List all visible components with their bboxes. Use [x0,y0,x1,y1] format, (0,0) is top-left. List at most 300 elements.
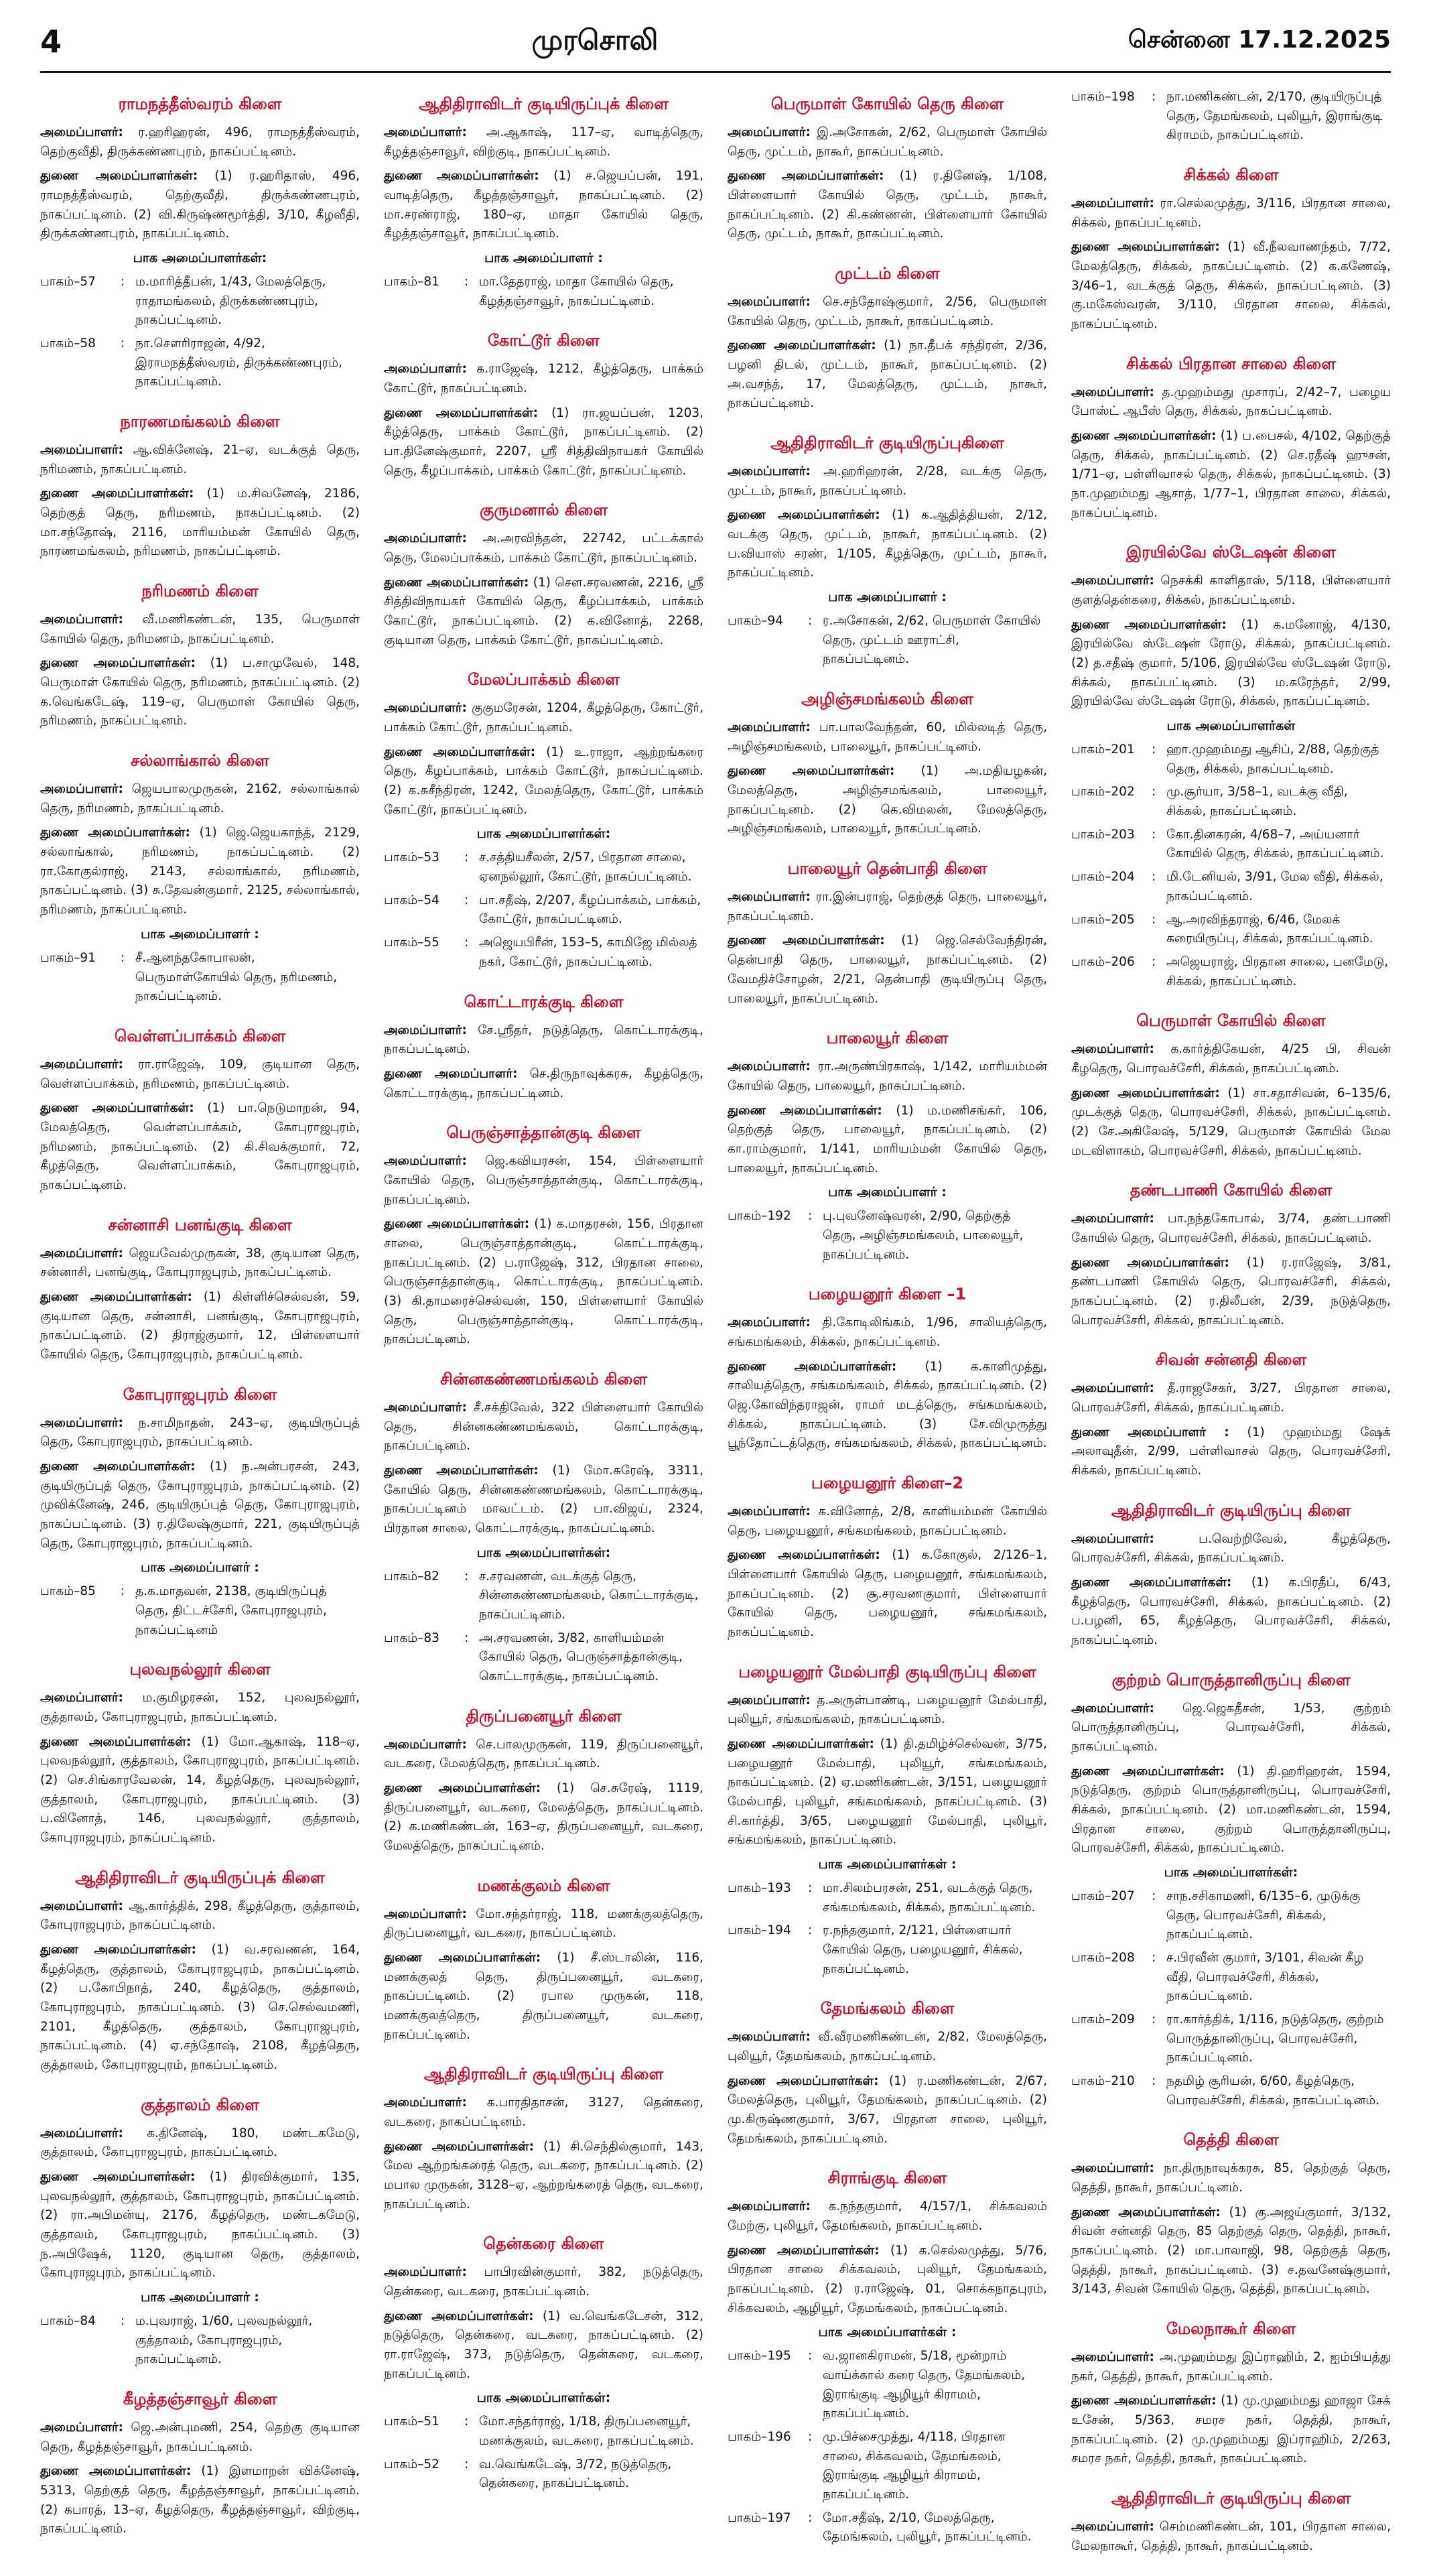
booth-row [384,848,703,887]
deputy-entry [40,2168,360,2283]
branch-title: தென்கரை கிளை [483,2234,604,2254]
deputy-label: துணை அமைப்பாளர்: [384,1066,518,1081]
secretary-label: அமைப்பாளர்: [1071,1381,1154,1396]
branch-title: கொட்டாரக்குடி கிளை [464,992,624,1011]
booth-separator: : [1152,785,1156,799]
deputy-label: துணை அமைப்பாளர்கள்: [1071,1086,1220,1100]
booth-separator: : [1152,2074,1156,2089]
secretary-entry [384,2094,703,2132]
booth-separator: : [464,2457,469,2471]
booth-number: பாகம்–53 [384,850,439,865]
booth-number: பாகம்–203 [1071,827,1135,842]
booth-person: ர.நந்தகுமார், 2/121, பிள்ளையார் கோயில் தெரு, பழையனூர், சிக்கல், நாகப்பட்டினம். [823,1923,1023,1976]
deputy-entry [40,1733,360,1848]
secretary-label: அமைப்பாளர்: [1071,574,1154,588]
deputy-label: துணை அமைப்பாளர்கள்: [40,169,198,184]
secretary-label: அமைப்பாளர்: [384,1737,467,1752]
deputy-label: துணை அமைப்பாளர்கள்: [384,2139,535,2154]
branch-section [40,1216,360,1365]
branch-title: தெத்தி கிளை [1183,2130,1279,2150]
deputy-entry [728,762,1047,839]
branch-section [1071,355,1391,523]
deputy-entry [40,824,360,919]
deputy-details: (1) ஜெ.செல்வேந்திரன், தென்பாதி தெரு, பாலையூர், நாகப்பட்டினம். (2) வேமதிச்சோழன், 2/21, தென்பாதி குடியிருப்பு தெரு, பாலையூர், நாகப்பட்டினம். [728,933,1048,1006]
deputy-details: (1) வீ.நீலவாணந்தம், 7/72, மேலத்தெரு, சிக்கல், நாகப்பட்டினம். (2) க.கணேஷ், 3/46–1, வடக்குத் தெரு, சிக்கல், நாகப்பட்டினம். (3) கு.மகேஸ்வரன், 3/110, பிரதான சாலை, சிக்கல், நாகப்பட்டினம். [1071,240,1391,332]
booth-number: பாகம்–194 [728,1923,791,1938]
secretary-entry [40,1897,360,1935]
secretary-label: அமைப்பாளர்: [384,362,467,377]
secretary-details: க.பாரதிதாசன், 3127, தென்கரை, வடகரை, நாகப்பட்டினம். [384,2096,704,2130]
secretary-entry [40,2419,360,2457]
booth-row [1071,783,1391,821]
secretary-entry [728,1502,1047,1541]
deputy-label: துணை அமைப்பாளர்கள்: [728,338,876,353]
branch-title: அழிஞ்சமங்கலம் கிளை [801,690,973,709]
secretary-entry [384,1021,703,1059]
branch-section [40,1385,360,1640]
branch-section [728,1663,1047,1980]
booth-separator: : [121,950,125,965]
deputy-label: துணை அமைப்பாளர்கள்: [40,1101,194,1116]
deputy-label: துணை அமைப்பாளர்கள்: [40,1459,196,1474]
secretary-label: அமைப்பாளர்: [384,1023,467,1037]
column-3 [728,88,1047,2576]
booth-number: பாகம்–197 [728,2510,791,2525]
secretary-details: த.அருள்பாண்டி, பழையனூர் மேல்பாதி, புலியூர், சங்கமங்கலம், நாகப்பட்டினம். [728,1693,1047,1727]
secretary-label: அமைப்பாளர்: [384,701,467,716]
secretary-entry [728,123,1047,162]
deputy-details: (1) சா.சதாசிவன், 6–135/6, முடக்குத் தெரு, பொரவச்சேரி, சிக்கல், நாகப்பட்டினம். (2) சே.அகிலேஷ், 5/129, பெருமாள் கோயில் மேல மடவிளாகம், பொரவச்சேரி, சிக்கல், நாகப்பட்டினம். [1071,1086,1391,1158]
secretary-label: அமைப்பாளர்: [728,890,811,905]
secretary-entry [40,780,360,818]
booth-row [1071,911,1391,949]
secretary-details: ஜெயபாலமுருகன், 2162, சல்லாங்கால் தெரு, நரிமணம், நாகப்பட்டினம். [40,782,360,816]
booth-separator: : [1152,90,1156,104]
booth-heading: பாக அமைப்பாளர்கள் : [818,2325,957,2340]
deputy-label: துணை அமைப்பாளர்கள்: [384,745,536,759]
secretary-entry [40,123,360,162]
secretary-label: அமைப்பாளர்: [384,2265,467,2280]
secretary-details: செ.பாலமுருகன், 119, திருப்பனையூர், வடகரை, மேலத்தெரு, நாகப்பட்டினம். [384,1737,703,1771]
branch-title: குற்றம் பொருத்தானிருப்பு கிளை [1111,1670,1351,1689]
deputy-entry [728,1546,1047,1642]
branch-section [728,2169,1047,2547]
secretary-label: அமைப்பாளர்: [384,125,467,139]
secretary-label: அமைப்பாளர்: [40,1057,123,1072]
deputy-details: (1) ர.ஹரிதாஸ், 496, ராமநத்தீஸ்வரம், தெற்குவீதி, திருக்கண்ணபுரம், நாகப்பட்டினம். (2) வி.கிருஷ்ணமூர்த்தி, 3/10, கீழவீதி, திருக்கண்ணபுரம், நாகப்பட்டினம். [40,169,360,241]
booth-person: ம.புவராஜ், 1/60, புலவநல்லூர், குத்தாலம், கோபுராஜபுரம், நாகப்பட்டினம். [135,2314,313,2367]
branch-section [384,501,703,650]
booth-heading: பாக அமைப்பாளர்கள் : [818,1857,957,1872]
deputy-label: துணை அமைப்பாளர்கள்: [40,1943,196,1957]
deputy-details: (1) ர.ராஜேஷ், 3/81, தண்டபாணி கோயில் தெரு, பொரவச்சேரி, சிக்கல், நாகப்பட்டினம். (2) ர.திலீபன், 2/39, நடுத்தெரு, பொரவச்சேரி, சிக்கல், நாகப்பட்டினம். [1071,1255,1391,1328]
deputy-details: (1) கிள்ளிச்செல்வன், 59, குடியான தெரு, சன்னாசி, பனங்குடி, கோபுராஜபுரம், நாகப்பட்டினம். (2) திராஜ்குமார், 12, பிள்ளையார் கோயில் தெரு, கோபுராஜபுரம், நாகப்பட்டினம். [40,1289,360,1362]
deputy-entry [728,1358,1047,1454]
booth-row [1071,1949,1391,2006]
booth-number: பாகம்–57 [40,275,96,289]
booth-heading: பாக அமைப்பாளர் : [141,2290,259,2305]
deputy-label: துணை அமைப்பாளர்கள்: [1071,2205,1221,2219]
booth-separator: : [1152,743,1156,757]
deputy-details: (1) க.செல்லமுத்து, 5/76, பிரதான சாலை சிக்கவலம், புலியூர், தேமங்கலம், நாகப்பட்டினம். (2) ர.ராஜேஷ், 01, சொக்கநாதபுரம், சிக்கவலம், ஆழியூர், தேமங்கலம், நாகப்பட்டினம். [728,2243,1047,2315]
branch-title: மணக்குலம் கிளை [477,1876,610,1895]
secretary-label: அமைப்பாளர்: [728,1059,811,1074]
deputy-label: துணை அமைப்பாளர்கள்: [728,508,880,523]
deputy-label: துணை அமைப்பாளர்கள்: [728,2243,880,2258]
booth-heading: பாக அமைப்பாளர் : [141,926,259,942]
booth-heading: பாக அமைப்பாளர்கள்: [476,1545,611,1560]
booth-number: பாகம்–51 [384,2414,439,2429]
deputy-entry [384,743,703,820]
booth-person: வ.ஜானகிராமன், 5/18, மூன்றாம் வாய்க்கால் கரை தெரு, தேமங்கலம், இராங்குடி ஆழியூர் கிராமம், நாகப்பட்டினம். [823,2349,1026,2421]
booth-separator: : [121,2314,125,2329]
deputy-label: துணை அமைப்பாளர்கள்: [728,1548,880,1563]
secretary-label: அமைப்பாளர்: [384,1907,467,1921]
branch-title: பழையனூர் கிளை –1 [808,1285,967,1304]
booth-number: பாகம்–209 [1071,2012,1135,2027]
deputy-label: துணை அமைப்பாளர்கள்: [40,1734,192,1749]
booth-number: பாகம்–91 [40,950,96,965]
branch-title: ஆதிதிராவிடர் குடியிருப்புக் கிளை [419,94,669,113]
secretary-details: வீ.வீரமணிகண்டன், 2/82, மேலத்தெரு, புலியூர், தேமங்கலம், நாகப்பட்டினம். [728,2030,1047,2064]
secretary-label: அமைப்பாளர்: [1071,2520,1154,2534]
secretary-entry [1071,1040,1391,1078]
booth-separator: : [808,1881,813,1895]
deputy-details: (1) ர.மணிகண்டன், 2/67, மேலத்தெரு, புலியூர், தேமங்கலம், நாகப்பட்டினம். (2) மு.கிருஷ்ணகுமார், 3/67, பிரதான சாலை, புலியூர், தேமங்கலம், நாகப்பட்டினம். [728,2073,1048,2146]
secretary-entry [728,888,1047,926]
deputy-details: (1) இளமாறன் விக்னேஷ், 5313, தெற்குத் தெரு, கீழத்தஞ்சாவூர், நாகப்பட்டினம். (2) கபாரத், 13–ஏ, கீழத்தெரு, கீழத்தஞ்சாவூர், விற்குடி, நாகப்பட்டினம். [40,2464,360,2536]
booth-heading: பாக அமைப்பாளர்கள்: [476,826,611,842]
deputy-label: துணை அமைப்பாளர்கள்: [40,2464,192,2479]
deputy-entry [1071,1423,1391,1481]
article-columns [40,73,1391,2576]
deputy-entry [384,2138,703,2215]
secretary-label: அமைப்பாளர்: [728,1315,811,1330]
booth-row [1071,740,1391,779]
branch-section [1071,1181,1391,1330]
booth-heading: பாக அமைப்பாளர்கள் [1166,718,1296,734]
branch-section [40,412,360,562]
secretary-details: ஆ.கார்த்திக், 298, கீழத்தெரு, குத்தாலம், கோபுராஜபுரம், நாகப்பட்டினம். [40,1898,360,1933]
deputy-entry [40,1458,360,1553]
branch-title: ராமநத்தீஸ்வரம் கிளை [118,94,282,113]
branch-title: சின்னகண்ணமங்கலம் கிளை [439,1369,648,1389]
booth-separator: : [464,275,469,289]
booth-person: கோ.தினகரன், 4/68–7, அய்யனார் கோயில் தெரு, சிக்கல், நாகப்பட்டினம். [1166,827,1384,861]
deputy-entry [384,1462,703,1539]
deputy-details: (1) ந.அன்பரசன், 243, குடியிருப்புத் தெரு, கோபுராஜபுரம், நாகப்பட்டினம். (2) முவிக்னேஷ், 246, குடியிருப்புத் தெரு, கோபுராஜபுரம், நாகப்பட்டினம். (3) ர.திலேஷ்குமார், 221, குடியிருப்புத் தெரு, கோபுராஜபுரம், நாகப்பட்டினம். [40,1459,360,1551]
branch-title: நரிமணம் கிளை [141,582,259,601]
deputy-details: (1) பா.நெடுமாறன், 94, மேலத்தெரு, வெள்ளப்பாக்கம், கோபுராஜபுரம், நரிமணம், நாகப்பட்டினம். (2) கி.சிவக்குமார், 72, கீழத்தெரு, வெள்ளப்பாக்கம், கோபுராஜபுரம், நாகப்பட்டினம். [40,1101,360,1192]
deputy-label: துணை அமைப்பாளர்கள்: [1071,2394,1217,2408]
deputy-entry [40,1941,360,2075]
booth-heading: பாக அமைப்பாளர் : [484,251,603,266]
booth-person: சாந.சசிகாமணி, 6/135–6, முடுக்கு தெரு, பொரவச்சேரி, சிக்கல், நாகப்பட்டினம். [1166,1889,1361,1942]
secretary-entry [40,1414,360,1452]
booth-separator: : [464,893,469,907]
deputy-label: துணை அமைப்பாளர்கள்: [384,1951,541,1966]
booth-separator: : [808,614,813,629]
secretary-entry [384,529,703,568]
deputy-label: துணை அமைப்பாளர்கள்: [40,1289,192,1304]
secretary-entry [728,1313,1047,1352]
secretary-entry [728,293,1047,331]
deputy-details: (1) தி.ஹரிஹரன், 1594, நடுத்தெரு, குற்றம் பொருத்தானிருப்பு, பொரவச்சேரி, சிக்கல், நாகப்பட்டினம். (2) மா.மணிகண்டன், 1594, பிரதான சாலை, குற்றம் பொருத்தானிருப்பு, பொரவச்சேரி, சிக்கல், நாகப்பட்டினம். [1071,1764,1391,1856]
deputy-details: (1) ம.மணிசங்கர், 106, தெற்குத் தெரு, பாலையூர், நாகப்பட்டினம். (2) கா.ராம்குமார், 1/141, மாரியம்மன் கோயில் தெரு, பாலையூர், நாகப்பட்டினம். [728,1103,1048,1175]
branch-title: தேமங்கலம் கிளை [820,1999,955,2018]
branch-title: சிராங்குடி கிளை [827,2169,947,2188]
booth-separator: : [1152,827,1156,842]
branch-title: இரயில்வே ஸ்டேஷன் கிளை [1126,543,1337,562]
booth-row [40,334,360,392]
branch-section [40,2096,360,2370]
secretary-details: சீ.சக்திவேல், 322 பிள்ளையார் கோயில் தெரு, சின்னகண்ணமங்கலம், கொட்டாரக்குடி, நாகப்பட்டினம். [384,1400,704,1454]
booth-person: ஆ.அரவிந்தராஜ், 6/46, மேலக் கரையிருப்பு, சிக்கல், நாகப்பட்டினம். [1166,912,1373,946]
booth-separator: : [808,2349,813,2364]
deputy-details: (1) கு.அஜய்குமார், 3/132, சிவன் சன்னதி தெரு, 85 தெற்குத் தெரு, தெத்தி, நாகூர், நாகப்பட்டினம். (2) மா.பாலாஜி, 98, தெற்குத் தெரு, தெத்தி, நாகூர், நாகப்பட்டினம். (3) ச.தவனேஷ்குமார், 3/143, சிவன் கோயில் தெரு, தெத்தி, நாகப்பட்டினம். [1071,2205,1391,2297]
booth-row [40,1582,360,1640]
booth-row [384,891,703,929]
deputy-details: (1) வ.வெங்கடேசன், 312, நடுத்தெரு, தென்கரை, வடகரை, நாகப்பட்டினம். (2) ரா.ராஜேஷ், 373, நடுத்தெரு, தென்கரை, வடகரை, நாகப்பட்டினம். [384,2309,704,2381]
secretary-entry [728,1691,1047,1730]
booth-person: ச.சரவணன், வடக்குத் தெரு, சின்னகண்ணமங்கலம், கொட்டாரக்குடி, நாகப்பட்டினம். [479,1569,699,1622]
secretary-label: அமைப்பாளர்: [384,1154,467,1169]
secretary-entry [728,2028,1047,2066]
deputy-entry [1071,1573,1391,1651]
deputy-entry [728,2242,1047,2319]
secretary-entry [384,699,703,737]
secretary-label: அமைப்பாளர்: [1071,1212,1154,1226]
branch-title: ஆதிதிராவிடர் குடியிருப்பு கிளை [1111,1500,1351,1520]
secretary-label: அமைப்பாளர்: [728,1504,811,1519]
deputy-entry [728,336,1047,413]
branch-section [728,264,1047,413]
secretary-details: பா.நந்தகோபால், 3/74, தண்டபாணி கோயில் தெரு, பொரவச்சேரி, சிக்கல், நாகப்பட்டினம். [1071,1212,1391,1245]
secretary-details: ரா.அருண்பிரகாஷ், 1/142, மாரியம்மன் கோயில் தெரு, பாலையூர், நாகப்பட்டினம். [728,1059,1047,1093]
booth-number: பாகம்–196 [728,2430,791,2445]
secretary-entry [384,123,703,162]
branch-section [40,582,360,731]
booth-separator: : [808,1209,813,1224]
booth-number: பாகம்–192 [728,1209,791,1224]
booth-number: பாகம்–54 [384,893,439,907]
branch-section [384,1123,703,1350]
booth-row [384,1567,703,1625]
secretary-details: த.முஹம்மது முசாரப், 2/42–7, பழைய போஸ்ட் ஆபீஸ் தெரு, சிக்கல், நாகப்பட்டினம். [1071,385,1391,419]
booth-person: மா.சிலம்பரசன், 251, வடக்குத் தெரு, சங்கமங்கலம், சிக்கல், நாகப்பட்டினம். [823,1881,1036,1915]
secretary-entry [40,441,360,479]
branch-section [728,859,1047,1009]
secretary-entry [384,1736,703,1774]
booth-person: ச.பிரவீன் குமார், 3/101, சிவன் கீழ வீதி, பொரவச்சேரி, சிக்கல், நாகப்பட்டினம். [1166,1951,1364,2004]
branch-section [384,2065,703,2214]
secretary-details: ர.ஹரிஹரன், 496, ராமநத்தீஸ்வரம், தெற்குவீதி, திருக்கண்ணபுரம், நாகப்பட்டினம். [40,125,360,159]
booth-number: பாகம்–81 [384,275,439,289]
branch-title: தண்டபாணி கோயில் கிளை [1130,1181,1333,1200]
branch-title: பழையனூர் மேல்பாதி குடியிருப்பு கிளை [738,1662,1036,1681]
deputy-details: (1) க.மனோஜ், 4/130, இரயில்வே ஸ்டேஷன் ரோடு, சிக்கல், நாகப்பட்டினம். (2) த.சதீஷ் குமார், 5/106, இரயில்வே ஸ்டேஷன் ரோடு, சிக்கல், நாகப்பட்டினம். (3) ம.சுரேந்தர், 2/99, இரயில்வே ஸ்டேஷன் ரோடு, சிக்கல், நாகப்பட்டினம். [1071,617,1391,709]
secretary-details: குகுமரேசன், 1204, கீழத்தெரு, கோட்டூர், பாக்கம் கோட்டூர், நாகப்பட்டினம். [384,701,703,735]
booth-number: பாகம்–204 [1071,870,1135,885]
branch-title: ஆதிதிராவிடர் குடியிருப்பு கிளை [423,2065,664,2084]
secretary-entry [40,1055,360,1094]
booth-row [1071,2010,1391,2068]
branch-title: திருப்பனையூர் கிளை [466,1706,622,1726]
secretary-details: ஜெயவேல்முருகன், 38, குடியான தெரு, சன்னாசி, பனங்குடி, கோபுராஜபுரம், நாகப்பட்டினம். [40,1246,360,1280]
booth-person: நதமிழ் சூரியன், 6/60, கீழத்தெரு, பொரவச்சேரி, சிக்கல், நாகப்பட்டினம். [1166,2074,1380,2108]
secretary-details: செம்மணிகண்டன், 101, பிரதான சாலை, மேலநாகூர், தெத்தி, நாகூர், நாகப்பட்டினம். [1071,2520,1391,2553]
secretary-details: இ.அசோகன், 2/62, பெருமாள் கோயில் தெரு, முட்டம், நாகூர், நாகப்பட்டினம். [728,125,1047,159]
secretary-details: மோ.சந்தர்ராஜ், 118, மணக்குலத்தெரு, திருப்பனையூர், வடகரை, நாகப்பட்டினம். [384,1907,703,1941]
booth-row [384,1629,703,1687]
secretary-details: ஜெ.கவியரசன், 154, பிள்ளையார் கோயில் தெரு, பெருஞ்சாத்தான்குடி, கொட்டாரக்குடி, நாகப்பட்டினம். [384,1154,703,1207]
secretary-label: அமைப்பாளர்: [1071,1701,1154,1716]
secretary-entry [40,610,360,649]
booth-heading: பாக அமைப்பாளர் : [141,1560,259,1575]
deputy-entry [40,1099,360,1195]
secretary-entry [40,1689,360,1727]
secretary-entry [1071,2518,1391,2556]
deputy-label: துணை அமைப்பாளர்கள்: [728,2073,879,2088]
booth-separator: : [1152,870,1156,885]
column-1 [40,88,360,2576]
booth-person: அஜெயபிரீன், 153–5, காமிஜே மில்லத் நகர், கோட்டூர், நாகப்பட்டினம். [479,936,697,969]
deputy-entry [728,167,1047,244]
branch-section [1071,2319,1391,2469]
deputy-entry [40,1288,360,1365]
branch-section [40,1868,360,2075]
deputy-entry [40,485,360,562]
deputy-entry [1071,1084,1391,1161]
secretary-label: அமைப்பாளர்: [728,1693,811,1708]
secretary-label: அமைப்பாளர்: [384,2096,467,2110]
secretary-entry [1071,2159,1391,2197]
secretary-entry [728,1057,1047,1096]
branch-section [40,2390,360,2539]
deputy-entry [384,1779,703,1856]
booth-separator: : [464,936,469,950]
branch-section [384,1876,703,2045]
branch-title: குருமனால் கிளை [480,501,608,520]
deputy-details: (1) சீ.ஸ்டாலின், 116, மணக்குலத் தெரு, திருப்பனையூர், வடகரை, நாகப்பட்டினம். (2) ரபால முருகன், 118, மணக்குலத்தெரு, திருப்பனையூர், வடகரை, நாகப்பட்டினம். [384,1951,703,2042]
secretary-details: ஜெ.அன்புமணி, 254, தெற்கு குடியான தெரு, கீழத்தஞ்சாவூர், நாகப்பட்டினம். [40,2421,360,2454]
branch-title: கோட்டூர் கிளை [487,331,600,350]
booth-row [728,1207,1047,1265]
booth-row [1071,868,1391,906]
deputy-details: (1) க.மாதரசன், 156, பிரதான சாலை, பெருஞ்சாத்தான்குடி, கொட்டாரக்குடி, நாகப்பட்டினம். (2) ப.ராஜேஷ், 312, பிரதான சாலை, பெருஞ்சாத்தான்குடி, கொட்டாரக்குடி, நாகப்பட்டினம். (3) கி.தாமரைச்செல்வன், 150, பிள்ளையார் கோயில் தெரு, பெருஞ்சாத்தான்குடி, கொட்டாரக்குடி, நாகப்பட்டினம். [384,1217,703,1347]
secretary-details: வீ.மணிகண்டன், 135, பெருமாள் கோயில் தெரு, நரிமணம், நாகப்பட்டினம். [40,613,360,646]
secretary-label: அமைப்பாளர்: [384,1400,467,1415]
deputy-entry [384,404,703,481]
branch-title: பழையனூர் கிளை–2 [811,1473,964,1492]
deputy-entry [728,2072,1047,2149]
booth-number: பாகம்–85 [40,1584,96,1599]
secretary-entry [40,2124,360,2163]
booth-separator: : [121,336,125,351]
secretary-entry [728,462,1047,501]
deputy-entry [40,654,360,731]
secretary-entry [1071,383,1391,422]
secretary-details: ந.சாமிநாதன், 243–ஏ, குடியிருப்புத் தெரு, கோபுராஜபுரம், நாகப்பட்டினம். [40,1415,360,1450]
deputy-entry [1071,616,1391,712]
booth-separator: : [808,2430,813,2445]
branch-title: பாலையூர் தென்பாதி கிளை [787,859,987,879]
deputy-entry [1071,1762,1391,1858]
booth-person: மு.பிச்சைமுத்து, 4/118, பிரதான சாலை, சிக்கவலம், தேமங்கலம், இராங்குடி ஆழியூர் கிராமம், நாகப்பட்டினம். [823,2430,1006,2502]
booth-person: மி.டேனியல், 3/91, மேல வீதி, சிக்கல், நாகப்பட்டினம். [1166,870,1383,903]
secretary-label: அமைப்பாளர்: [40,782,123,797]
booth-row [1071,2072,1391,2110]
branch-title: பாலையூர் கிளை [826,1029,949,1048]
secretary-details: ரா.செல்லமுத்து, 3/116, பிரதான சாலை, சிக்கல், நாகப்பட்டினம். [1071,196,1391,230]
booth-number: பாகம்–195 [728,2349,791,2364]
secretary-label: அமைப்பாளர்: [728,720,811,735]
booth-separator: : [464,850,469,865]
deputy-details: (1) ரா.ஜயப்பன், 1203, கீழ்த்தெரு, பாக்கம் கோட்டூர், நாகப்பட்டினம். (2) பா.தினேஷ்குமார், 2207, ஸ்ரீ சித்திவிநாயகர் கோயில் தெரு, கீழப்பாக்கம், பாக்கம் கோட்டூர், நாகப்பட்டினம். [384,405,703,478]
booth-number: பாகம்–198 [1071,90,1135,104]
deputy-details: செ.திருநாவுக்கரசு, கீழத்தெரு, கொட்டாரக்குடி, நாகப்பட்டினம். [384,1066,703,1100]
deputy-details: (1) மோ.ஆகாஷ், 118–ஏ, புலவநல்லூர், குத்தாலம், கோபுராஜபுரம், நாகப்பட்டினம். (2) செ.சிங்காரவேலன், 14, கீழத்தெரு, புலவநல்லூர், குத்தாலம், கோபுராஜபுரம், நாகப்பட்டினம். (3) ப.வினோத், 146, புலவநல்லூர், குத்தாலம், கோபுராஜபுரம், நாகப்பட்டினம். [40,1734,360,1845]
deputy-label: துணை அமைப்பாளர்கள்: [384,1781,541,1795]
branch-title: குத்தாலம் கிளை [141,2095,259,2114]
branch-title: பெருஞ்சாத்தான்குடி கிளை [446,1123,641,1143]
booth-person: ம.மாரித்தீபன், 1/43, மேலத்தெரு, ராதாமங்கலம், திருக்கண்ணபுரம், நாகப்பட்டினம். [135,275,326,328]
branch-section [384,992,703,1104]
booth-separator: : [464,1630,469,1645]
branch-title: பெருமாள் கோயில் கிளை [1136,1011,1326,1031]
booth-separator: : [808,2510,813,2525]
branch-section [384,1707,703,1856]
secretary-entry [384,1399,703,1456]
branch-section [384,670,703,972]
booth-separator: : [1152,912,1156,927]
branch-title: மேலநாகூர் கிளை [1166,2319,1296,2339]
booth-number: பாகம்–83 [384,1630,439,1645]
booth-number: பாகம்–202 [1071,785,1135,799]
booth-number: பாகம்–205 [1071,912,1135,927]
deputy-label: துணை அமைப்பாளர்கள்: [1071,1575,1232,1590]
booth-person: ரா.கார்த்திக், 1/116, நடுத்தெரு, குற்றம் பொருத்தானிருப்பு, பொரவச்சேரி, நாகப்பட்டினம். [1166,2012,1384,2065]
booth-row [384,2412,703,2451]
deputy-entry [1071,2392,1391,2469]
booth-person: மோ.சந்தர்ராஜ், 1/18, திருப்பனையூர், மணக்குலம், வடகரை, நாகப்பட்டினம். [479,2414,694,2449]
booth-separator: : [808,1923,813,1938]
secretary-entry [728,2197,1047,2236]
deputy-entry [384,1065,703,1103]
secretary-details: அ.ஆகாஷ், 117–ஏ, வாடித்தெரு, கீழத்தஞ்சாவூர், விற்குடி, நாகப்பட்டினம். [384,125,703,159]
deputy-label: துணை அமைப்பாளர்கள்: [384,575,529,590]
deputy-entry [728,506,1047,583]
deputy-details: (1) க.காளிமுத்து, சாலியத்தெரு, சங்கமங்கலம், சிக்கல், நாகப்பட்டினம். (2) ஜெ.கோவிந்தராஜன், ராமர் மடத்தெரு, சங்கமங்கலம், சிக்கல், நாகப்பட்டினம். (3) சே.விமுருத்து பூந்தோட்டத்தெரு, சங்கமங்கலம், சிக்கல், நாகப்பட்டினம். [728,1359,1048,1451]
booth-number: பாகம்–55 [384,936,439,950]
branch-section [1071,88,1391,145]
booth-row [1071,88,1391,145]
branch-section [728,1285,1047,1454]
secretary-details: தி.கோடிலிங்கம், 1/96, சாலியத்தெரு, சங்கமங்கலம், சிக்கல், நாகப்பட்டினம். [728,1315,1047,1349]
booth-row [384,2455,703,2494]
booth-separator: : [121,275,125,289]
newspaper-name: முரசொலி [531,23,659,56]
secretary-details: ஆ.விக்னேஷ், 21–ஏ, வடக்குத் தெரு, நரிமணம், நாகப்பட்டினம். [40,443,360,476]
secretary-entry [384,2263,703,2301]
deputy-entry [40,167,360,244]
secretary-details: சே.ஸ்ரீதர், நடுத்தெரு, கொட்டாரக்குடி, நாகப்பட்டினம். [384,1023,703,1057]
deputy-label: துணை அமைப்பாளர்கள்: [40,826,190,840]
secretary-details: க.ராஜேஷ், 1212, கீழ்த்தெரு, பாக்கம் கோட்டூர், நாகப்பட்டினம். [384,362,703,396]
branch-section [384,94,703,311]
branch-section [728,434,1047,669]
booth-row [1071,953,1391,991]
